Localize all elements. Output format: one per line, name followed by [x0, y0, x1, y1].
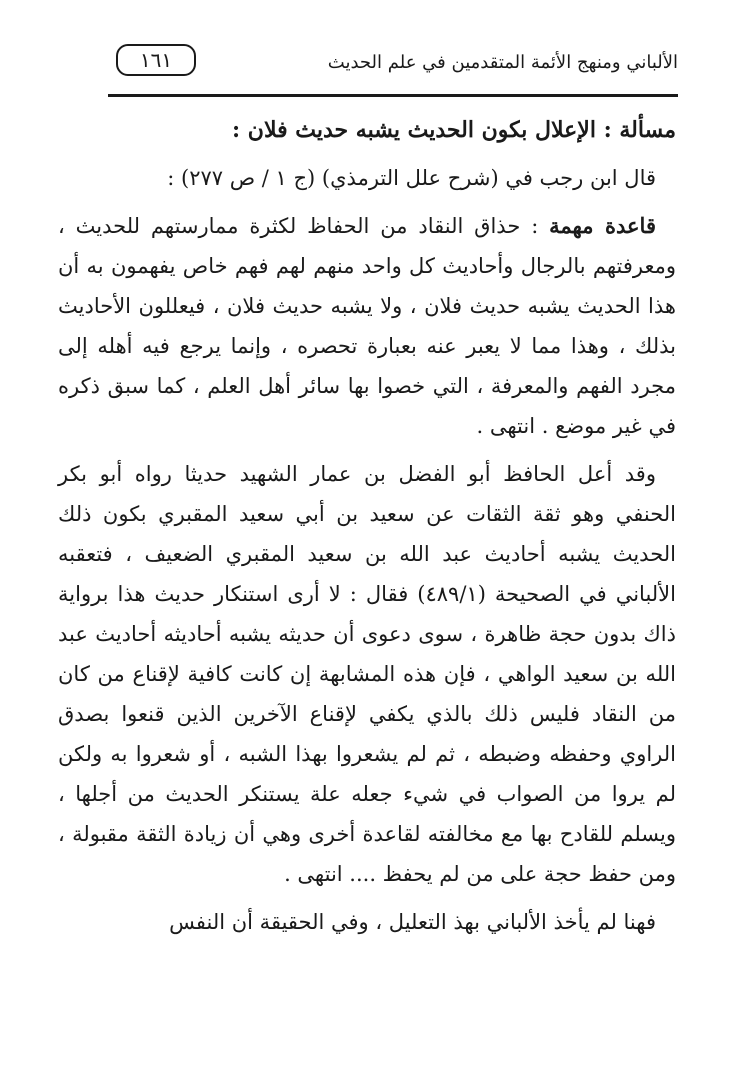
- paragraph-2: وقد أعل الحافظ أبو الفضل بن عمار الشهيد حديثا رواه أبو بكر الحنفي وهو ثقة الثقات عن سعيد بن أبي سعيد المقبري بكون ذلك الحديث يشبه أحاديث عبد الله بن سعيد المقبري الضعيف ، فتعقبه الألباني في الصحيحة (٤٨٩/١) فقال : لا أرى استنكار حديث هذا برواية ذاك بدون حجة ظاهرة ، سوى دعوى أن حديثه يشبه أحاديثه أحاديث عبد الله بن سعيد الواهي ، فإن هذه المشابهة إن كانت كافية لإقناع من كان من النقاد فليس ذلك بالذي يكفي لإقناع الآخرين الذين قنعوا بصدق الراوي وحفظه وضبطه ، ثم لم يشعروا بهذا الشبه ، أو شعروا به ولكن لم يروا من الصواب في شيء جعله علة يستنكر الحديث من أجلها ، ويسلم للقادح بها مع مخالفته لقاعدة أخرى وهي أن زيادة الثقة مقبولة ، ومن حفظ حجة على من لم يحفظ .... انتهى .: [58, 462, 676, 886]
- rule-text: : حذاق النقاد من الحفاظ لكثرة ممارستهم للحديث ، ومعرفتهم بالرجال وأحاديث كل واحد منهم لهم فهم خاص يفهمون به أن هذا الحديث يشبه حديث فلان ، ولا يشبه حديث فلان ، فيعللون الأحاديث بذلك ، وهذا مما لا يعبر عنه بعبارة تحصره ، وإنما يرجع فيه أهله إلى مجرد الفهم والمعرفة ، التي خصوا بها سائر أهل العلم ، كما سبق ذكره في غير موضع . انتهى .: [58, 214, 676, 438]
- page-header: [108, 44, 678, 88]
- page-number: ١٦١: [116, 44, 196, 76]
- page-body: [58, 110, 676, 942]
- section-heading: مسألة : الإعلال بكون الحديث يشبه حديث فلان :: [232, 117, 676, 143]
- rule-paragraph: [58, 206, 676, 446]
- header-divider: [108, 94, 678, 97]
- rule-label: قاعدة مهمة: [549, 213, 656, 238]
- intro-line: قال ابن رجب في (شرح علل الترمذي) (ج ١ / ص ٢٧٧) :: [167, 166, 656, 190]
- running-title: الألباني ومنهج الأئمة المتقدمين في علم الحديث: [327, 52, 678, 73]
- paragraph-3: فهنا لم يأخذ الألباني بهذ التعليل ، وفي الحقيقة أن النفس: [169, 910, 656, 934]
